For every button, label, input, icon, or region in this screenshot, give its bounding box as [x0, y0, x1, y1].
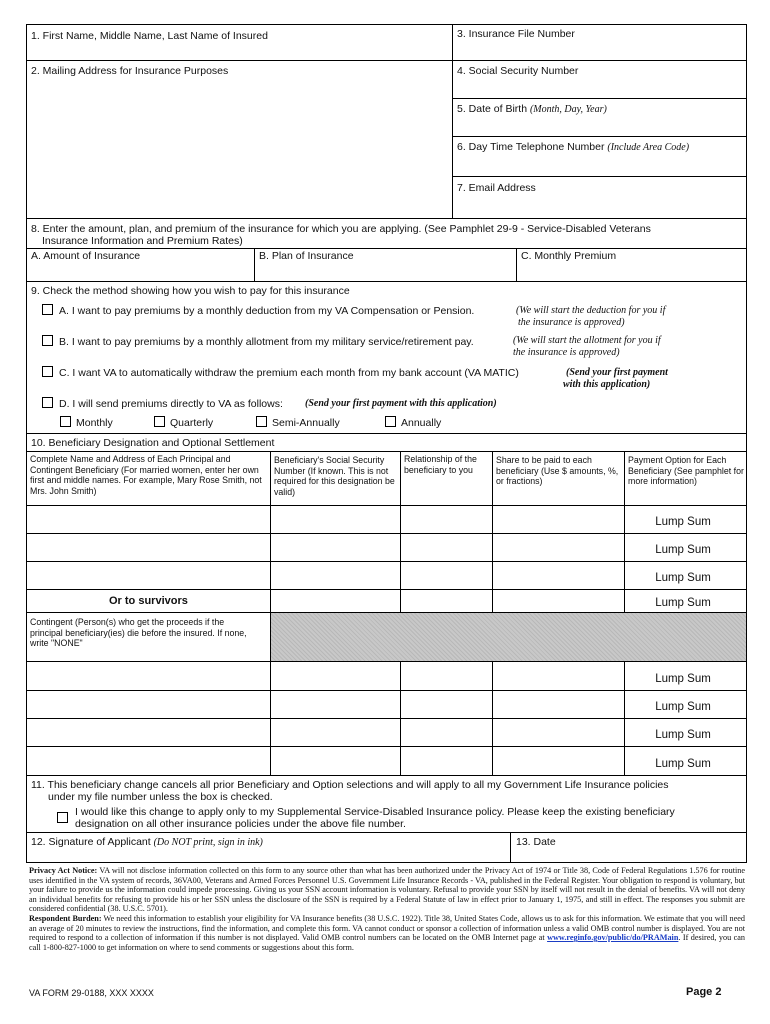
section11-text: 11. This beneficiary change cancels all prior Beneficiary and Option selections and will apply to all my Government Life Insurance policies [31, 779, 669, 791]
option-c-label: C. I want VA to automatically withdraw the premium each month from my bank account (VA MATIC) [59, 367, 519, 379]
file-number-label: 3. Insurance File Number [457, 28, 575, 40]
page-number: Page 2 [686, 986, 722, 998]
contingent-note: Contingent (Person(s) who get the proceeds if the principal beneficiary(ies) die before the insured. If none, write "NONE" [30, 617, 247, 648]
supplemental-only-label-cont: designation on all other insurance policies under the above file number. [75, 818, 406, 830]
option-c-note-cont: with this application) [563, 379, 651, 390]
form-id: VA FORM 29-0188, XXX XXXX [29, 988, 154, 998]
lump-sum-option: Lump Sum [655, 758, 711, 770]
lump-sum-option: Lump Sum [655, 729, 711, 741]
omb-link[interactable]: www.reginfo.gov/public/do/PRAMain [547, 933, 679, 943]
section8-heading: 8. Enter the amount, plan, and premium of the insurance for which you are applying. (See Pamphlet 29-9 - Service-Disabled Veterans [31, 223, 651, 235]
lump-sum-option: Lump Sum [655, 701, 711, 713]
monthly-label: Monthly [76, 417, 113, 429]
option-b-note-cont: the insurance is approved) [513, 347, 620, 358]
name-label: 1. First Name, Middle Name, Last Name of Insured [31, 30, 268, 42]
dob-hint: (Month, Day, Year) [529, 104, 607, 115]
premium-label: C. Monthly Premium [521, 250, 617, 262]
option-b-label: B. I want to pay premiums by a monthly allotment from my military service/retirement pay. [59, 336, 474, 348]
lump-sum-option: Lump Sum [655, 597, 711, 609]
privacy-title: Privacy Act Notice: [29, 866, 98, 875]
option-a-note: (We will start the deduction for you if [516, 305, 666, 316]
lump-sum-option: Lump Sum [655, 544, 711, 556]
signature-hint: (Do NOT print, sign in ink) [153, 837, 263, 848]
semi-annually-label: Semi-Annually [272, 417, 340, 429]
semi-annually-checkbox[interactable] [256, 416, 267, 427]
option-d-checkbox[interactable] [42, 397, 53, 408]
supplemental-only-checkbox[interactable] [57, 812, 68, 823]
annually-checkbox[interactable] [385, 416, 396, 427]
supplemental-only-label: I would like this change to apply only to my Supplemental Service-Disabled Insurance policy. Please keep the existing beneficiary [75, 806, 675, 818]
option-a-checkbox[interactable] [42, 304, 53, 315]
option-a-label: A. I want to pay premiums by a monthly deduction from my VA Compensation or Pension. [59, 305, 475, 317]
section10-heading: 10. Beneficiary Designation and Optional Settlement [31, 437, 275, 449]
phone-hint: (Include Area Code) [607, 142, 690, 153]
annually-label: Annually [401, 417, 442, 429]
option-b-note: (We will start the allotment for you if [513, 335, 661, 346]
amount-label: A. Amount of Insurance [31, 250, 141, 262]
option-c-checkbox[interactable] [42, 366, 53, 377]
section11-text-cont: under my file number unless the box is checked. [48, 791, 273, 803]
payment-option-header: Payment Option for Each Beneficiary (See pamphlet for more information) [628, 455, 744, 486]
signature-label: 12. Signature of Applicant (Do NOT print, sign in ink) [31, 836, 263, 848]
option-b-checkbox[interactable] [42, 335, 53, 346]
date-label: 13. Date [516, 836, 556, 848]
quarterly-label: Quarterly [170, 417, 214, 429]
email-label: 7. Email Address [457, 182, 536, 194]
burden-title: Respondent Burden: [29, 913, 102, 923]
or-to-survivors: Or to survivors [109, 595, 188, 607]
option-d-note: (Send your first payment with this application) [305, 398, 497, 409]
option-a-note-cont: the insurance is approved) [518, 317, 625, 328]
lump-sum-option: Lump Sum [655, 516, 711, 528]
privacy-body: VA will not disclose information collected on this form to any source other than what has been authorized under the Privacy Act of 1974 or Title 38, Code of Federal Regulations 1.576 for routine uses identified in the VA system of records, 36VA00, Veterans and Armed Forces Personnel U.S. Government Life Insurance Records - VA, published in the Federal Register. Your obligation to respond is voluntary, but your failure to provide us the information could impede processing. Giving us your SSN account information is voluntary. Refusal to provide your SSN by itself will not result in the denial of benefits. VA will not deny an individual benefits for refusing to provide his or her SSN unless the disclosure of the SSN is required by a Federal Statute of law in effect prior to January 1, 1975, and still in effect. The responses you submit are considered confidential (38. U.S.C. 5701). [29, 866, 745, 914]
beneficiary-name-header: Complete Name and Address of Each Principal and Contingent Beneficiary (For married women, enter her own first and middle names. For example, Mary Rose Smith, not Mrs. John Smith) [30, 454, 262, 496]
dob-label: 5. Date of Birth (Month, Day, Year) [457, 103, 607, 115]
ssn-label: 4. Social Security Number [457, 65, 579, 77]
monthly-checkbox[interactable] [60, 416, 71, 427]
quarterly-checkbox[interactable] [154, 416, 165, 427]
relationship-header: Relationship of the beneficiary to you [404, 454, 477, 475]
burden-body: We need this information to establish your eligibility for VA Insurance benefits (38 U.S.C. 1922). Title 38, United States Code, allows us to ask for this information. We estimate that you will need an average of 20 minutes to review the instructions, find the information, and complete this form. VA cannot conduct or sponsor a collection of information unless a valid OMB control number is displayed. You are not required to respond to a collection of information if this number is not displayed. Valid OMB control numbers can be located on the OMB Internet page at [29, 913, 745, 943]
section9-heading: 9. Check the method showing how you wish to pay for this insurance [31, 285, 350, 297]
option-c-note: (Send your first payment [566, 367, 668, 378]
phone-label: 6. Day Time Telephone Number (Include Area Code) [457, 141, 690, 153]
privacy-notice [29, 866, 745, 952]
mailing-address-label: 2. Mailing Address for Insurance Purposes [31, 65, 229, 77]
option-d-label: D. I will send premiums directly to VA as follows: [59, 398, 283, 410]
lump-sum-option: Lump Sum [655, 673, 711, 685]
burden-tail: . If desired, you can call 1-800-827-1000 to get information on where to send comments or suggestions about this form. [29, 933, 745, 952]
section8-heading-cont: Insurance Information and Premium Rates) [42, 235, 243, 247]
plan-label: B. Plan of Insurance [259, 250, 354, 262]
beneficiary-ssn-header: Beneficiary's Social Security Number (If known. This is not required for this designation be valid) [274, 455, 395, 497]
share-header: Share to be paid to each beneficiary (Use $ amounts, %, or fractions) [496, 455, 619, 486]
lump-sum-option: Lump Sum [655, 572, 711, 584]
